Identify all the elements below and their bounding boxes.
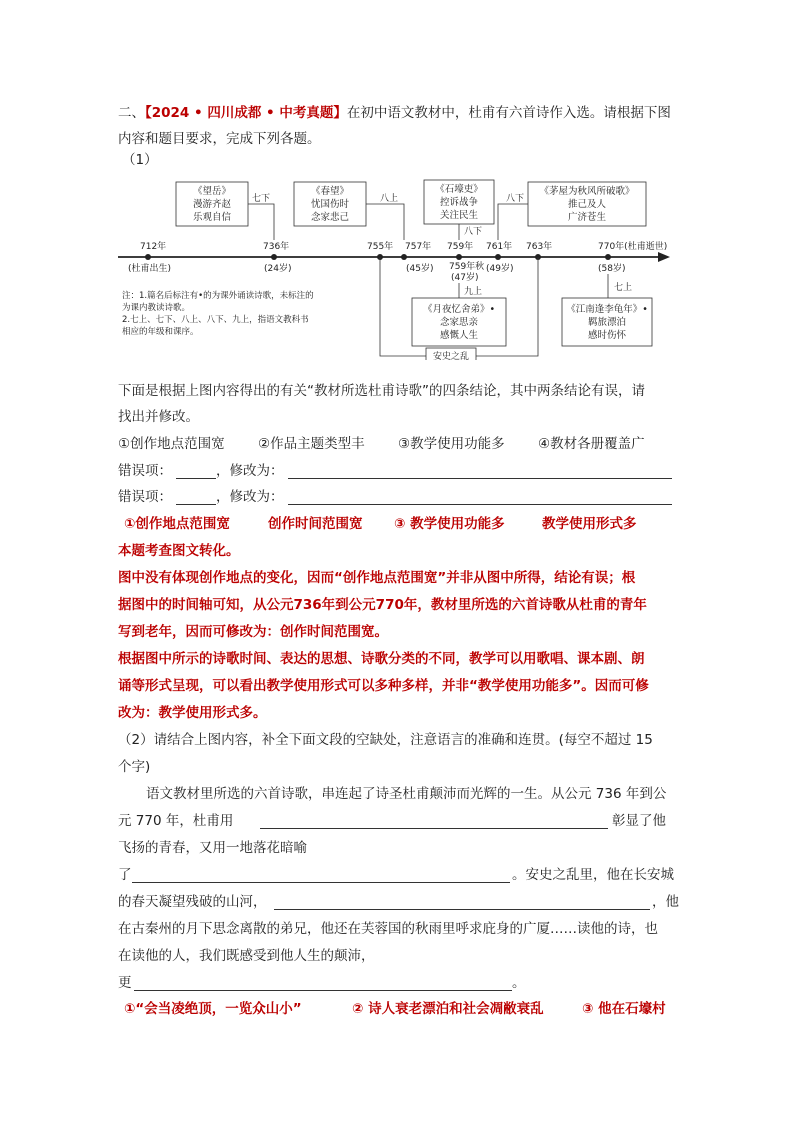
- grade-label: 七上: [614, 283, 633, 293]
- option-1: ①创作地点范围宽: [118, 436, 225, 452]
- passage-line: 更: [118, 975, 132, 991]
- change-label-1: ，修改为：: [216, 463, 284, 479]
- svg-text:《望岳》: 《望岳》: [192, 186, 232, 197]
- explain-line: 改为：教学使用形式多。: [118, 705, 267, 721]
- explain-line: 图中没有体现创作地点的变化，因而“创作地点范围宽”并非从图中所得，结论有误；根: [118, 570, 636, 586]
- note-line: 2.七上、七下、八上、八下、九上，指语文教科书: [122, 315, 309, 325]
- du-fu-timeline-diagram: [118, 172, 674, 360]
- age-label: (49岁): [486, 264, 514, 274]
- answer-1: ①创作地点范围宽: [124, 516, 230, 532]
- fill-blank-4[interactable]: [134, 990, 512, 991]
- passage-line: ，他: [652, 894, 679, 910]
- part1-label: （1）: [122, 152, 158, 168]
- note-line: 为课内教读诗歌。: [122, 303, 191, 313]
- grade-label: 八下: [464, 227, 483, 237]
- year-label: 759年: [447, 242, 474, 252]
- age-label: (杜甫出生): [128, 264, 172, 274]
- svg-text:漫游齐赵: 漫游齐赵: [192, 199, 232, 210]
- part2-prompt-1: （2）请结合上图内容，补全下面文段的空缺处，注意语言的准确和连贯。(每空不超过 15: [118, 732, 653, 748]
- question-stem-2: 内容和题目要求，完成下列各题。: [118, 131, 321, 147]
- fill-blank-3[interactable]: [274, 909, 650, 910]
- event-label: 安史之乱: [432, 352, 470, 360]
- answer-2: 创作时间范围宽: [268, 516, 363, 532]
- poem-box-yueye: [412, 298, 506, 346]
- passage-line: 。安史之乱里，他在长安城: [512, 867, 674, 883]
- question-stem-1: 在初中语文教材中，杜甫有六首诗作入选。请根据下图: [346, 105, 671, 121]
- svg-text:推己及人: 推己及人: [567, 199, 607, 210]
- year-label: 712年: [140, 242, 167, 252]
- poem-box-jiangnan: [562, 298, 652, 346]
- year-label: 755年: [367, 242, 394, 252]
- question-prefix: 二、【2024 • 四川成都 • 中考真题】在初中语文教材中，杜甫有六首诗作入选。请根据下图: [118, 105, 671, 121]
- answer-3: ③ 教学使用功能多: [394, 516, 505, 532]
- explain-line: 诵等形式呈现，可以看出教学使用形式可以多种多样，并非“教学使用功能多”。因而可修: [118, 678, 649, 694]
- svg-text:广济苍生: 广济苍生: [567, 212, 607, 223]
- part2-answer-3: ③ 他在石壕村: [582, 1001, 666, 1017]
- svg-text:关注民生: 关注民生: [439, 210, 479, 221]
- passage-line: 在读他的人，我们既感受到他人生的颠沛，: [118, 948, 375, 964]
- change-blank-2[interactable]: [288, 504, 672, 505]
- grade-label: 八下: [506, 194, 525, 204]
- year-label: 761年: [486, 242, 513, 252]
- grade-label: 九上: [464, 287, 483, 297]
- option-3: ③教学使用功能多: [398, 436, 505, 452]
- passage-line: 语文教材里所选的六首诗歌，串连起了诗圣杜甫颠沛而光辉的一生。从公元 736 年到公: [146, 786, 667, 802]
- error-blank-1[interactable]: [176, 478, 216, 479]
- passage-line: 彰显了他: [612, 813, 666, 829]
- age-label: (47岁): [451, 273, 479, 283]
- answer-4: 教学使用形式多: [542, 516, 637, 532]
- explain-line: 据图中的时间轴可知，从公元736年到公元770年，教材里所选的六首诗歌从杜甫的青年: [118, 597, 647, 613]
- error-label-1: 错误项：: [118, 463, 172, 479]
- year-label: 770年(杜甫逝世): [598, 242, 668, 252]
- part2-prompt-2: 个字): [118, 759, 151, 775]
- age-label: (58岁): [598, 264, 626, 274]
- part2-answer-1: ①“会当凌绝顶，一览众山小”: [124, 1001, 302, 1017]
- passage-line: 的春天凝望残破的山河，: [118, 894, 267, 910]
- option-2: ②作品主题类型丰: [258, 436, 365, 452]
- change-blank-1[interactable]: [288, 478, 672, 479]
- note-line: 注：1.篇名后标注有•的为课外诵读诗歌，未标注的: [122, 291, 314, 301]
- svg-text:念家悲己: 念家悲己: [310, 212, 350, 223]
- svg-text:《月夜忆舍弟》•: 《月夜忆舍弟》•: [422, 304, 496, 315]
- explain-line: 根据图中所示的诗歌时间、表达的思想、诗歌分类的不同，教学可以用歌唱、课本剧、朗: [118, 651, 645, 667]
- explain-head: 本题考查图文转化。: [118, 543, 240, 559]
- error-label-2: 错误项：: [118, 489, 172, 505]
- svg-text:羁旅漂泊: 羁旅漂泊: [587, 317, 627, 328]
- svg-text:乐观自信: 乐观自信: [192, 212, 232, 223]
- svg-text:感慨人生: 感慨人生: [439, 330, 479, 341]
- svg-text:控诉战争: 控诉战争: [439, 197, 479, 208]
- error-blank-2[interactable]: [176, 504, 216, 505]
- age-label: (24岁): [264, 264, 292, 274]
- option-4: ④教材各册覆盖广: [538, 436, 645, 452]
- part2-answer-2: ② 诗人衰老漂泊和社会凋敝衰乱: [352, 1001, 544, 1017]
- svg-text:念家思亲: 念家思亲: [439, 317, 479, 328]
- poem-box-chunwang: [294, 182, 366, 226]
- svg-text:忧国伤时: 忧国伤时: [310, 199, 350, 210]
- svg-text:感时伤怀: 感时伤怀: [587, 330, 627, 341]
- passage-line: 。: [512, 975, 526, 991]
- source-tag: 【2024 • 四川成都 • 中考真题】: [145, 105, 347, 121]
- passage-line: 元 770 年，杜甫用: [118, 813, 234, 829]
- grade-label: 八上: [380, 194, 399, 204]
- year-label: 759年秋: [449, 262, 485, 272]
- part1-prompt-1: 下面是根据上图内容得出的有关“教材所选杜甫诗歌”的四条结论，其中两条结论有误，请: [118, 383, 645, 399]
- year-label: 736年: [263, 242, 290, 252]
- year-label: 763年: [526, 242, 553, 252]
- svg-text:《茅屋为秋风所破歌》: 《茅屋为秋风所破歌》: [539, 186, 635, 197]
- note-line: 相应的年级和课序。: [122, 327, 199, 337]
- grade-label: 七下: [252, 194, 271, 204]
- poem-box-shihaoli: [424, 180, 494, 224]
- fill-blank-1[interactable]: [260, 828, 608, 829]
- year-label: 757年: [405, 242, 432, 252]
- svg-text:《春望》: 《春望》: [310, 186, 350, 197]
- passage-line: 飞扬的青春，又用一地落花暗喻: [118, 840, 307, 856]
- svg-text:《江南逢李龟年》•: 《江南逢李龟年》•: [566, 304, 648, 315]
- change-label-2: ，修改为：: [216, 489, 284, 505]
- passage-line: 了: [118, 867, 132, 883]
- explain-line: 写到老年，因而可修改为：创作时间范围宽。: [118, 624, 388, 640]
- age-label: (45岁): [406, 264, 434, 274]
- fill-blank-2[interactable]: [132, 882, 510, 883]
- svg-text:《石壕吏》: 《石壕吏》: [435, 184, 483, 195]
- poem-box-wangyue: [176, 182, 248, 226]
- poem-box-maowu: [528, 182, 646, 226]
- passage-line: 在古秦州的月下思念离散的弟兄，他还在芙蓉国的秋雨里呼求庇身的广厦……读他的诗，也: [118, 921, 658, 937]
- part1-prompt-2: 找出并修改。: [118, 409, 199, 425]
